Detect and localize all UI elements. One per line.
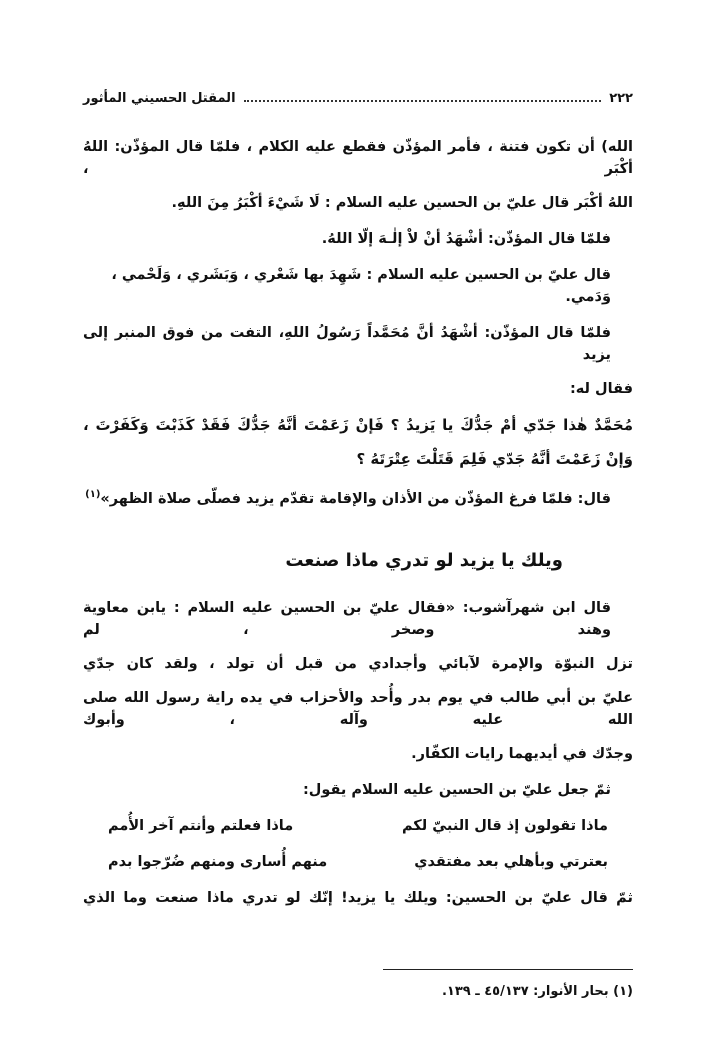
body-line: ثمّ جعل عليّ بن الحسين عليه السلام يقول: — [303, 781, 611, 798]
body-line: وجدّك في أيديهما رايات الكفّار. — [411, 745, 633, 762]
dotted-leader — [244, 90, 602, 102]
body-line: تزل النبوّة والإمرة لآبائي وأجدادي من قبل أن تولد ، ولقد كان جدّي — [83, 655, 633, 672]
body-line: ثمّ قال عليّ بن الحسين: ويلك يا يزيد! إنّك لو تدري ماذا صنعت وما الذي — [83, 889, 633, 906]
body-line: عليّ بن أبي طالب في يوم بدر وأُحد والأحزاب في يده راية رسول الله صلى الله عليه وآله ، وأبوك — [83, 689, 633, 728]
body-text: قال: فلمّا فرغ المؤذّن من الأذان والإقامة تقدّم يزيد فصلّى صلاة الظهر» — [100, 490, 611, 507]
body-line: فلمّا قال المؤذّن: أشْهَدُ أنْ لاْ إلٰـهَ إلّا اللهُ. — [321, 231, 611, 247]
verse-hemistich: بعترتي وبأهلي بعد مفتقدي — [414, 853, 608, 870]
body-line: فلمّا قال المؤذّن: أشْهَدُ أنَّ مُحَمَّداً رَسُولُ اللهِ، التفت من فوق المنبر إلى يزيد — [83, 325, 611, 363]
body-line: قال عليّ بن الحسين عليه السلام : شَهِدَ بها شَعْري ، وَبَشَري ، وَلَحْمي ، وَدَمي. — [111, 267, 611, 305]
page-number: ٢٢٢ — [609, 91, 633, 106]
book-title: المقتل الحسيني المأثور — [83, 91, 236, 106]
footnote-ref: (١) — [85, 489, 101, 500]
footnote-divider — [383, 969, 633, 970]
quote-line: مُحَمَّدٌ هٰذا جَدّي أمْ جَدُّكَ يا يَزيدُ ؟ فَإنْ زَعَمْتَ أنَّهُ جَدُّكَ فَقَدْ كَذَبْتَ وَكَفَرْتَ ، — [83, 416, 633, 434]
body-line: قال ابن شهرآشوب: «فقال عليّ بن الحسين عليه السلام : يابن معاوية وهند وصخر ، لم — [83, 599, 611, 638]
body-line: اللهُ أكْبَر قال عليّ بن الحسين عليه السلام : لَا شَيْءَ أكْبَرُ مِنَ اللهِ. — [171, 195, 633, 211]
book-page — [83, 0, 633, 999]
section-heading: ويلك يا يزيد لو تدري ماذا صنعت — [285, 549, 563, 571]
body-line — [83, 484, 633, 510]
footnote: (١) بحار الأنوار: ٤٥/١٣٧ ـ ١٣٩. — [441, 983, 633, 999]
body-line: الله) أن تكون فتنة ، فأمر المؤذّن فقطع عليه الكلام ، فلمّا قال المؤذّن: اللهُ أكْبَر ، — [83, 139, 633, 177]
verse-line — [108, 851, 608, 873]
verse-line — [108, 815, 608, 837]
quote-line: وَإنْ زَعَمْتَ أنَّهُ جَدّي فَلِمَ قَتَلْتَ عِتْرَتَهُ ؟ — [356, 450, 633, 468]
running-header — [83, 90, 633, 106]
body-line: فقال له: — [569, 381, 633, 397]
verse-hemistich: ماذا تقولون إذ قال النبيّ لكم — [401, 817, 608, 834]
verse-hemistich: ماذا فعلتم وأنتم آخر الأُمم — [108, 817, 294, 834]
verse-hemistich: منهم أُسارى ومنهم ضُرّجوا بدم — [108, 853, 328, 870]
